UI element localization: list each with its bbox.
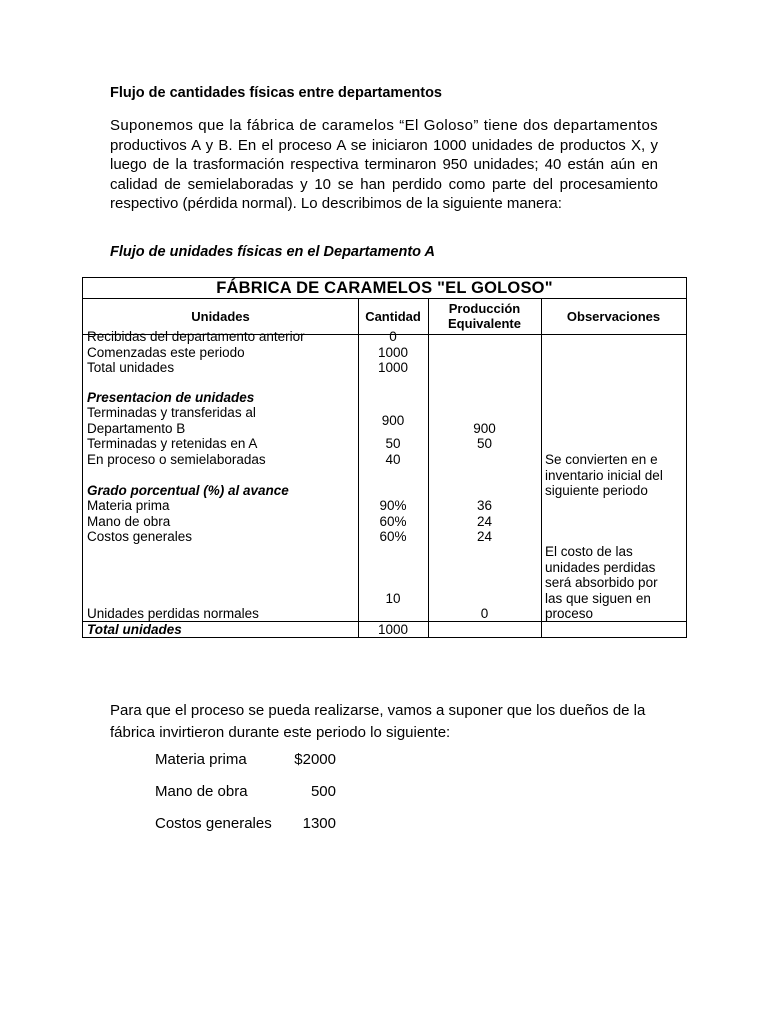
observation-2-line-5: proceso [545,606,594,621]
table-subheading: Flujo de unidades físicas en el Departamento A [110,244,435,260]
section-grade: Grado porcentual (%) al avance [87,483,289,498]
row-started-label: Comenzadas este periodo [87,345,245,360]
cost-overhead-label: Costos generales [155,815,272,832]
cost-material-value: $2000 [294,751,336,768]
row-transferred-eq: 900 [473,421,496,436]
units-flow-table [82,277,687,638]
table-title: FÁBRICA DE CARAMELOS "EL GOLOSO" [83,278,686,299]
row-lost-label: Unidades perdidas normales [87,606,259,621]
cost-material-label: Materia prima [155,751,247,768]
row-labor-qty: 60% [379,514,407,529]
row-labor-label: Mano de obra [87,514,171,529]
row-transferred-qty: 900 [381,413,405,428]
observation-1-line-3: siguiente periodo [545,483,648,498]
observation-1-line-2: inventario inicial del [545,468,663,483]
row-material-qty: 90% [379,498,407,513]
observation-2-line-3: será absorbido por [545,575,658,590]
row-in-process-qty: 40 [385,452,401,467]
observation-1-line-1: Se convierten en e [545,452,658,467]
row-total-qty: 1000 [377,360,409,375]
row-transferred-label-1: Terminadas y transferidas al [87,405,256,420]
column-divider [428,298,429,637]
column-divider [541,298,542,637]
page-heading: Flujo de cantidades físicas entre departamentos [110,85,442,101]
row-overhead-label: Costos generales [87,529,193,544]
cost-labor-label: Mano de obra [155,783,248,800]
row-started-qty: 1000 [377,345,409,360]
row-lost-eq: 0 [480,606,489,621]
row-in-process-label: En proceso o semielaboradas [87,452,266,467]
row-material-eq: 36 [476,498,493,513]
row-lost-qty: 10 [385,591,401,606]
observation-2-line-4: las que siguen en [545,591,651,606]
row-overhead-qty: 60% [379,529,407,544]
intro-paragraph [110,116,658,214]
row-retained-eq: 50 [476,436,493,451]
row-total-label: Total unidades [87,360,175,375]
intro-body: productivos A y B. En el proceso A se iniciaron 1000 unidades de productos X, y luego de la trasformación respectiva terminaron 950 unidades; 40 están aún en calidad de semielaboradas y 10 se han perdido como parte del procesamiento respectivo (pérdida normal). Lo describimos de la siguiente manera: [110,136,658,212]
observation-2-line-2: unidades perdidas [545,560,656,575]
row-overhead-eq: 24 [476,529,493,544]
investment-paragraph: Para que el proceso se pueda realizarse, vamos a suponer que los dueños de la fábrica invirtieron durante este periodo lo siguiente: [110,702,646,741]
header-quantity: Cantidad [358,298,428,335]
section-presentation: Presentacion de unidades [87,390,255,405]
row-retained-qty: 50 [385,436,401,451]
observation-2-line-1: El costo de las [545,544,633,559]
header-equivalent-line2: Equivalente [448,316,521,331]
intro-lead: Suponemos que la fábrica de caramelos “El Goloso” tiene dos departamentos [110,117,658,134]
header-units: Unidades [83,298,358,335]
row-received-label: Recibidas del departamento anterior [87,329,305,344]
cost-labor-value: 500 [310,783,336,800]
row-material-label: Materia prima [87,498,170,513]
row-labor-eq: 24 [476,514,493,529]
header-equivalent-production [428,298,541,335]
row-received-qty: 0 [389,329,397,344]
row-grand-total-label: Total unidades [87,622,182,637]
row-transferred-label-2: Departamento B [87,421,186,436]
cost-overhead-value: 1300 [302,815,336,832]
header-observations: Observaciones [541,298,686,335]
row-grand-total-qty: 1000 [377,622,409,637]
header-equivalent-line1: Producción [448,301,521,316]
row-retained-label: Terminadas y retenidas en A [87,436,258,451]
